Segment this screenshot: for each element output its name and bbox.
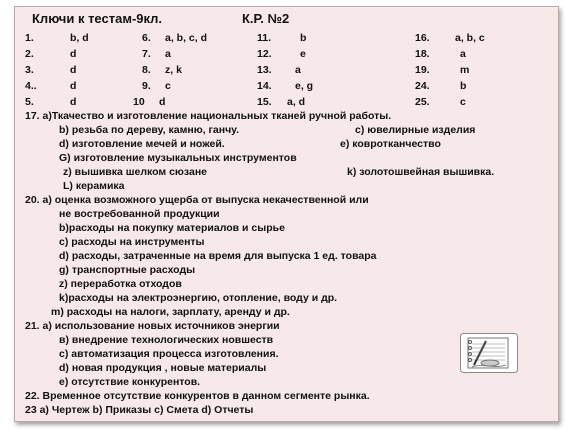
answer-number: 5.: [25, 96, 34, 108]
answer-number: 10: [133, 96, 145, 108]
answer-value: d: [70, 80, 77, 92]
notebook-and-pen-icon: [460, 333, 518, 373]
answer-line: L) керамика: [63, 180, 125, 192]
answer-number: 1.: [25, 32, 34, 44]
answer-number: 16.: [415, 32, 430, 44]
answer-number: 24.: [415, 80, 430, 92]
answer-line: k)расходы на электроэнергию, отопление, воду и др.: [59, 292, 338, 304]
answer-value: d: [70, 48, 77, 60]
answer-line: d) расходы, затраченные на время для выпуска 1 ед. товара: [59, 250, 377, 262]
answer-line: c) расходы на инструменты: [59, 236, 205, 248]
answer-number: 15.: [257, 96, 272, 108]
answer-number: 13.: [257, 64, 272, 76]
answer-number: 25.: [415, 96, 430, 108]
answer-value: b, d: [70, 32, 89, 44]
answer-number: 11.: [257, 32, 272, 44]
answer-number: 12.: [257, 48, 272, 60]
answer-line: не востребованной продукции: [59, 208, 220, 220]
answer-number: 6.: [142, 32, 151, 44]
answer-line: G) изготовление музыкальных инструментов: [59, 152, 297, 164]
answer-line: e) отсутствие конкурентов.: [59, 376, 201, 388]
answer-value: a, b, c: [455, 32, 485, 44]
answer-value: a, b, c, d: [165, 32, 208, 44]
answer-number: 3.: [25, 64, 34, 76]
answer-line: d) новая продукция , новые материалы: [59, 362, 267, 374]
answer-line: z) вышивка шелком сюзане: [63, 166, 208, 178]
answer-line: 23 a) Чертеж b) Приказы c) Смета d) Отчеты: [25, 404, 254, 416]
answer-number: 8.: [142, 64, 151, 76]
answer-value: m: [460, 64, 470, 76]
answer-number: 4..: [25, 80, 37, 92]
answer-value: e, g: [295, 80, 314, 92]
answer-line: 22. Временное отсутствие конкурентов в данном сегменте рынка.: [25, 390, 370, 402]
answer-value: c: [460, 96, 466, 108]
answer-number: 18.: [415, 48, 430, 60]
page-title: Ключи к тестам-9кл.: [32, 11, 163, 26]
answer-value: a: [165, 48, 171, 60]
answer-line: b)расходы на покупку материалов и сырье: [59, 222, 285, 234]
test-number: К.Р. №2: [242, 11, 290, 26]
answer-number: 2.: [25, 48, 34, 60]
answer-line: k) золотошвейная вышивка.: [347, 166, 495, 178]
answer-line: b) резьба по дереву, камню, ганчу.: [59, 124, 239, 136]
answer-value: z, k: [165, 64, 182, 76]
answer-number: 19.: [415, 64, 430, 76]
answer-line: d) изготовление мечей и ножей.: [59, 138, 225, 150]
answer-number: 9.: [142, 80, 151, 92]
answer-value: b: [300, 32, 307, 44]
answer-key-slide: [14, 6, 559, 422]
answer-line: в) внедрение технологических новшеств: [59, 334, 274, 346]
answer-line: z) переработка отходов: [59, 278, 182, 290]
answer-value: d: [159, 96, 166, 108]
answer-line: 17. a)Ткачество и изготовление национальных тканей ручной работы.: [25, 110, 392, 122]
answer-value: a: [295, 64, 301, 76]
answer-value: c: [165, 80, 171, 92]
answer-line: 21. a) использование новых источников энергии: [25, 320, 280, 332]
answer-number: 7.: [142, 48, 151, 60]
answer-value: e: [300, 48, 306, 60]
answer-value: d: [70, 96, 77, 108]
answer-line: 20. a) оценка возможного ущерба от выпуска некачественной или: [25, 194, 369, 206]
answer-line: m) расходы на налоги, зарплату, аренду и др.: [51, 306, 290, 318]
answer-value: a, d: [287, 96, 306, 108]
answer-value: a: [460, 48, 466, 60]
answer-line: e) ковротканчество: [340, 138, 441, 150]
answer-value: b: [460, 80, 467, 92]
answer-value: d: [70, 64, 77, 76]
answer-number: 14.: [257, 80, 272, 92]
answer-line: c) автоматизация процесса изготовления.: [59, 348, 279, 360]
answer-line: g) транспортные расходы: [59, 264, 196, 276]
answer-line: c) ювелирные изделия: [355, 124, 476, 136]
